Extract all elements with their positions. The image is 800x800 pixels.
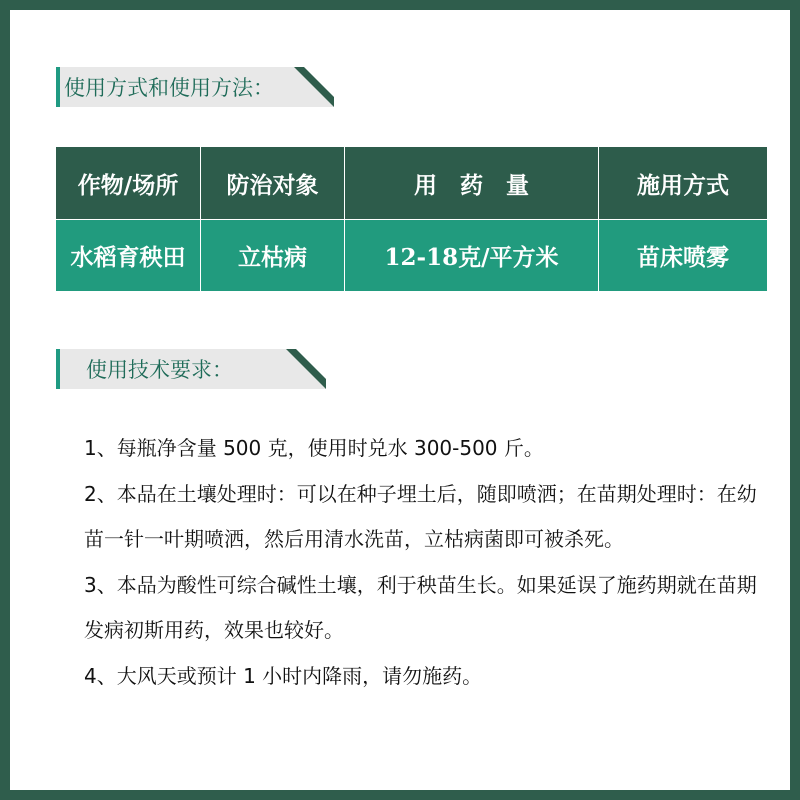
list-item: 3、本品为酸性可综合碱性土壤，利于秧苗生长。如果延误了施药期就在苗期发病初斯用药，效果也较好。 — [84, 572, 757, 642]
banner-arrow-icon — [284, 349, 326, 389]
requirements-list — [84, 426, 764, 699]
banner-arrow-icon — [292, 67, 334, 107]
table-row — [56, 220, 768, 292]
usage-section-title: 使用方式和使用方法： — [56, 67, 292, 107]
usage-section-banner — [56, 67, 334, 107]
cell-dosage: 12-18克/平方米 — [345, 220, 599, 292]
cell-target: 立枯病 — [201, 220, 345, 292]
requirements-section-title: 使用技术要求： — [56, 349, 284, 389]
header-target: 防治对象 — [201, 147, 345, 220]
table-header-row — [56, 147, 768, 220]
cell-method: 苗床喷雾 — [599, 220, 768, 292]
list-item: 2、本品在土壤处理时：可以在种子埋土后，随即喷洒；在苗期处理时：在幼苗一针一叶期喷洒，然后用清水洗苗，立枯病菌即可被杀死。 — [84, 481, 757, 551]
list-item: 1、每瓶净含量 500 克，使用时兑水 300-500 斤。 — [84, 436, 544, 460]
header-method: 施用方式 — [599, 147, 768, 220]
header-dosage: 用 药 量 — [345, 147, 599, 220]
list-item: 4、大风天或预计 1 小时内降雨，请勿施药。 — [84, 663, 483, 688]
requirements-section-banner — [56, 349, 326, 389]
header-crop: 作物/场所 — [56, 147, 201, 220]
cell-crop: 水稻育秧田 — [56, 220, 201, 292]
usage-table — [55, 146, 768, 292]
